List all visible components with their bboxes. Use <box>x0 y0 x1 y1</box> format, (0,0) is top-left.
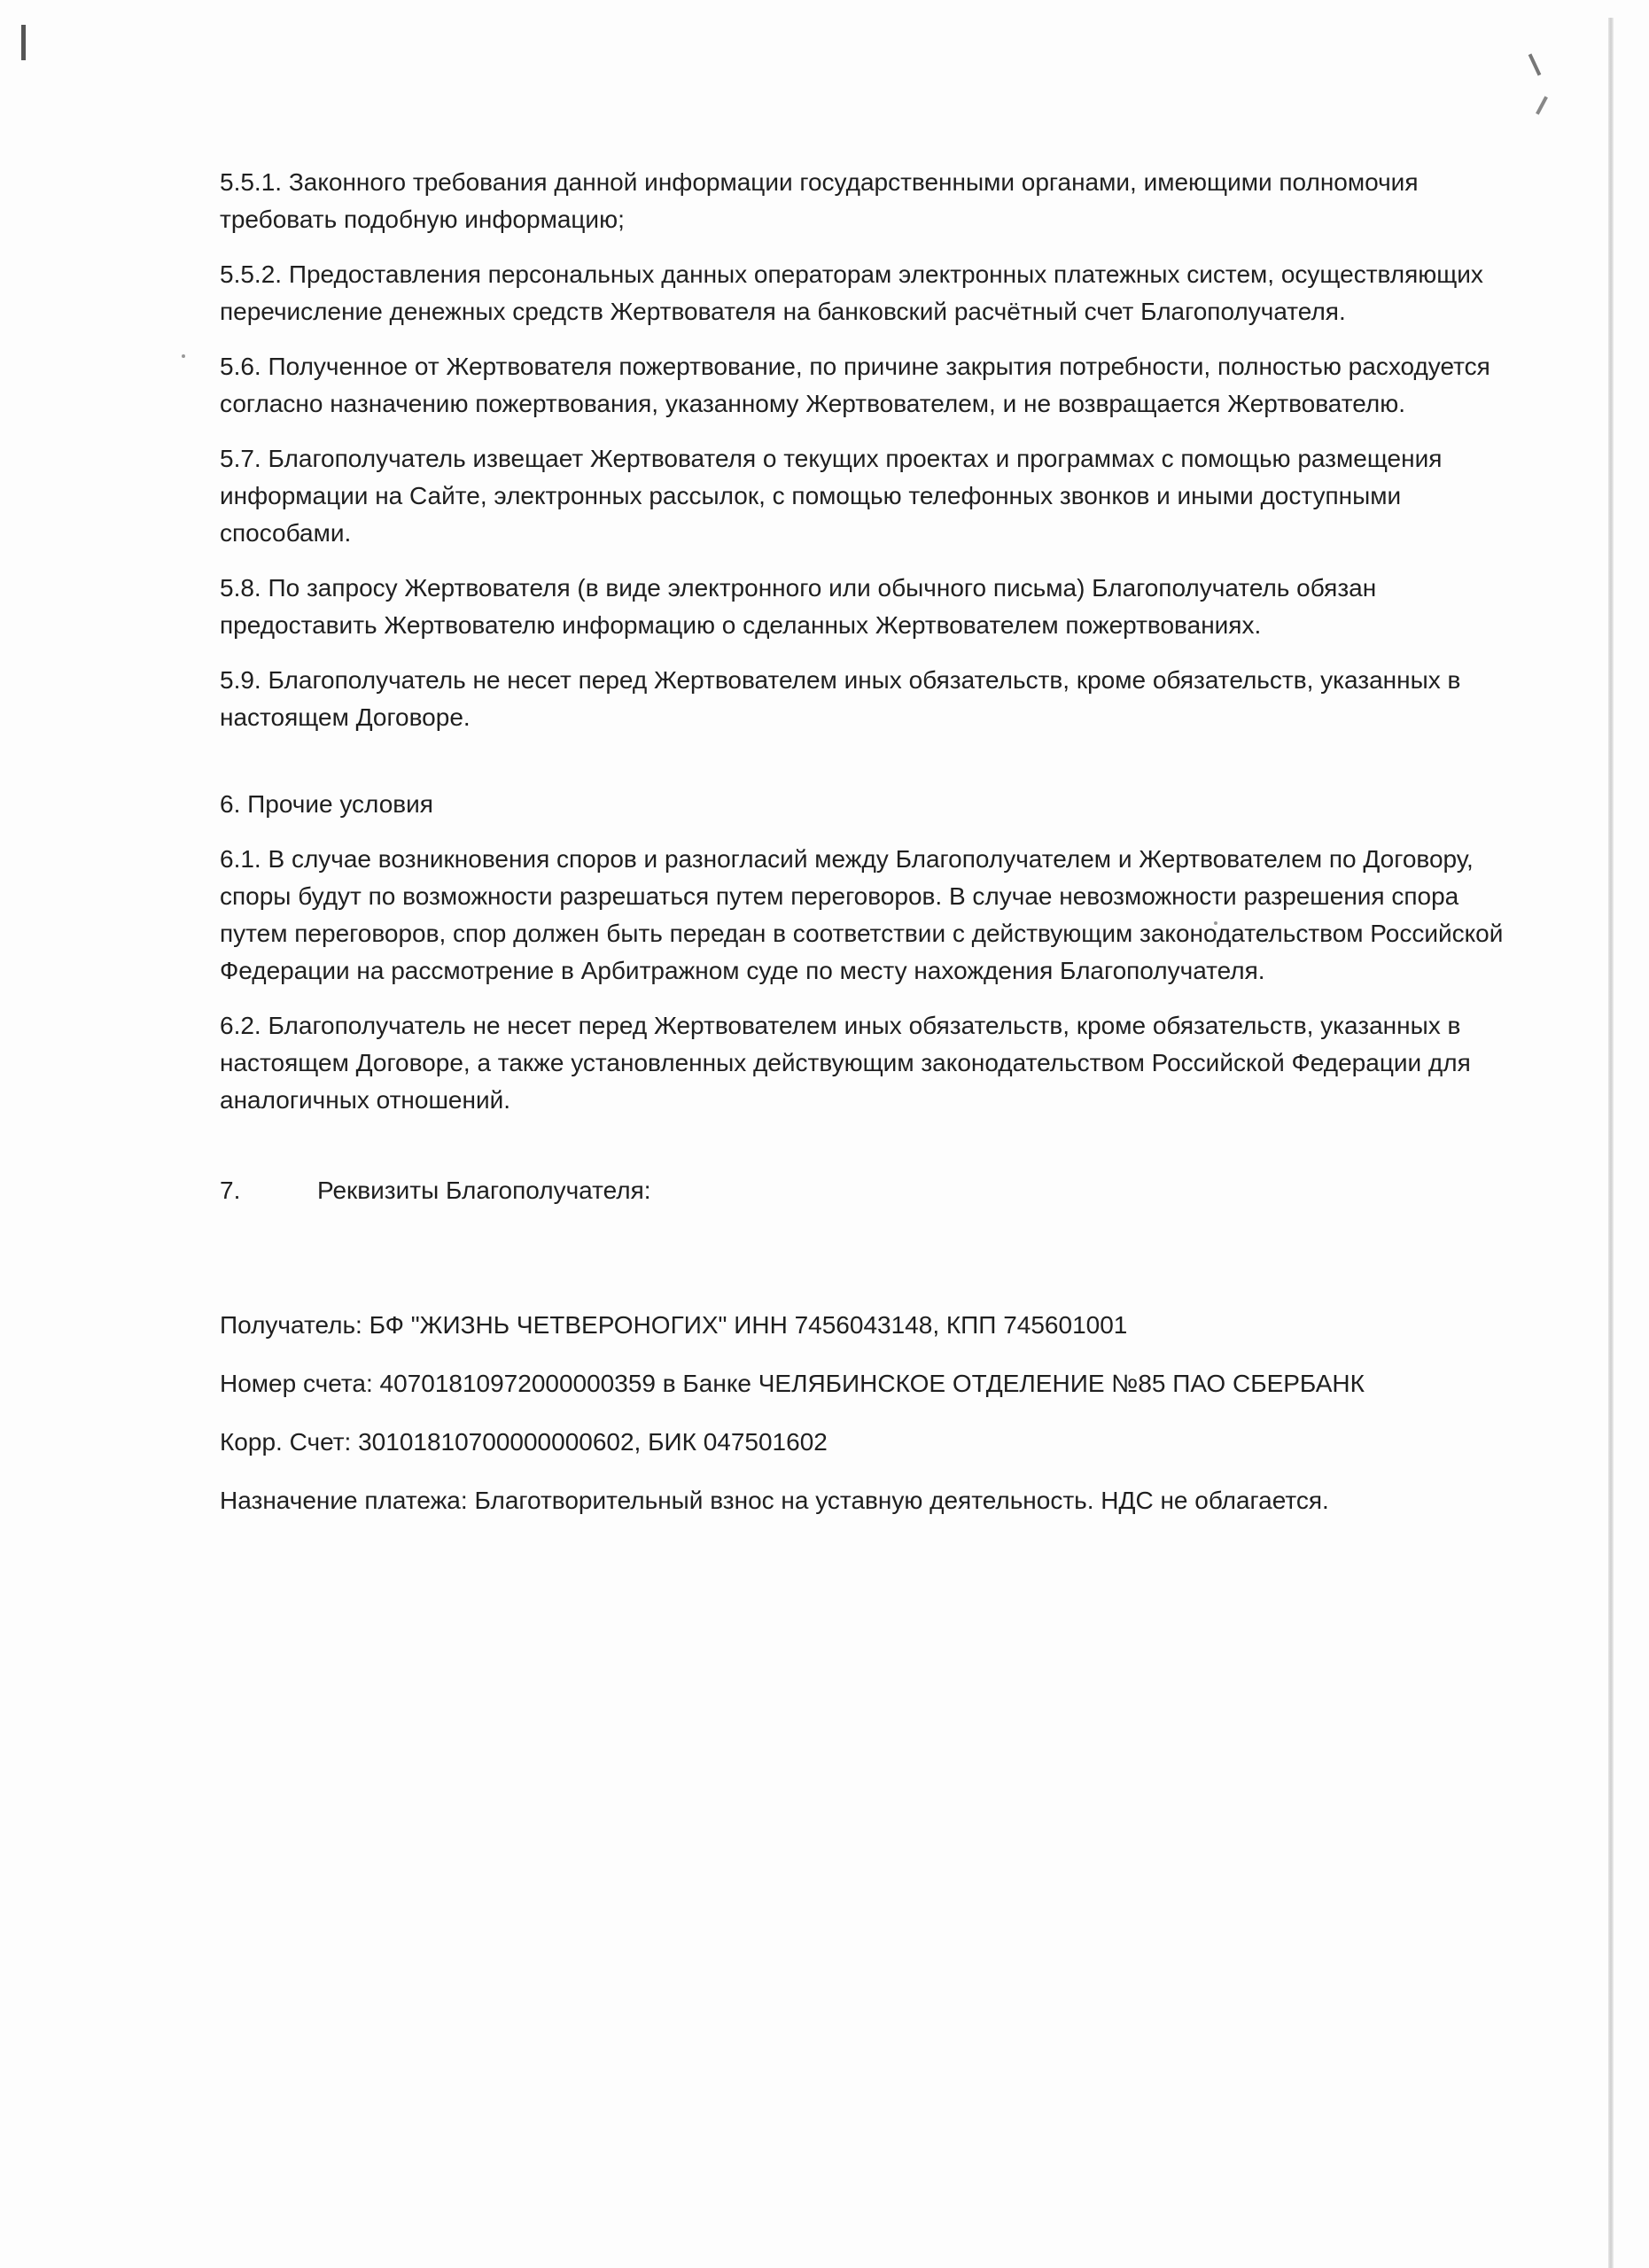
recipient-line: Получатель: БФ "ЖИЗНЬ ЧЕТВЕРОНОГИХ" ИНН 7456043148, КПП 745601001 <box>220 1311 1128 1339</box>
clause-5-5-1: 5.5.1. Законного требования данной информации государственными органами, имеющими полномочия требовать подобную информацию; <box>220 168 1419 233</box>
document-body <box>220 164 1513 1541</box>
clause-6-2: 6.2. Благополучатель не несет перед Жертвователем иных обязательств, кроме обязательств, указанных в настоящем Договоре, а также установленных действующим законодательством Российской Федерации для аналогичных отношений. <box>220 1012 1471 1114</box>
corr-account-line: Корр. Счет: 30101810700000000602, БИК 047501602 <box>220 1428 828 1456</box>
section-7-heading <box>220 1172 1513 1209</box>
scan-edge-shadow <box>1608 18 1614 2268</box>
payment-purpose-line: Назначение платежа: Благотворительный взнос на уставную деятельность. НДС не облагается. <box>220 1487 1329 1514</box>
clause-5-5-2: 5.5.2. Предоставления персональных данных операторам электронных платежных систем, осуществляющих перечисление денежных средств Жертвователя на банковский расчётный счет Благополучателя. <box>220 260 1483 325</box>
clause-6-1: 6.1. В случае возникновения споров и разногласий между Благополучателем и Жертвователем по Договору, споры будут по возможности разрешаться путем переговоров. В случае невозможности разрешения спора путем переговоров, спор должен быть передан в соответствии с действующим законодательством Российской Федерации на рассмотрение в Арбитражном суде по месту нахождения Благополучателя. <box>220 845 1504 984</box>
scan-speck <box>182 354 185 358</box>
section-7-title: Реквизиты Благополучателя: <box>317 1177 651 1204</box>
section-7-number: 7. <box>220 1177 241 1204</box>
clause-5-6: 5.6. Полученное от Жертвователя пожертвование, по причине закрытия потребности, полностью расходуется согласно назначению пожертвования, указанному Жертвователем, и не возвращается Жертвователю. <box>220 353 1490 417</box>
bank-details <box>220 1307 1513 1519</box>
account-line: Номер счета: 40701810972000000359 в Банке ЧЕЛЯБИНСКОЕ ОТДЕЛЕНИЕ №85 ПАО СБЕРБАНК <box>220 1370 1365 1397</box>
scan-mark <box>1536 96 1548 114</box>
clause-5-7: 5.7. Благополучатель извещает Жертвователя о текущих проектах и программах с помощью размещения информации на Сайте, электронных рассылок, с помощью телефонных звонков и иными доступными способами. <box>220 445 1443 547</box>
scan-mark <box>1528 53 1542 75</box>
clause-5-8: 5.8. По запросу Жертвователя (в виде электронного или обычного письма) Благополучатель обязан предоставить Жертвователю информацию о сделанных Жертвователем пожертвованиях. <box>220 574 1377 639</box>
section-6-heading: 6. Прочие условия <box>220 790 433 818</box>
scan-mark <box>21 25 26 60</box>
clause-5-9: 5.9. Благополучатель не несет перед Жертвователем иных обязательств, кроме обязательств, указанных в настоящем Договоре. <box>220 666 1461 731</box>
